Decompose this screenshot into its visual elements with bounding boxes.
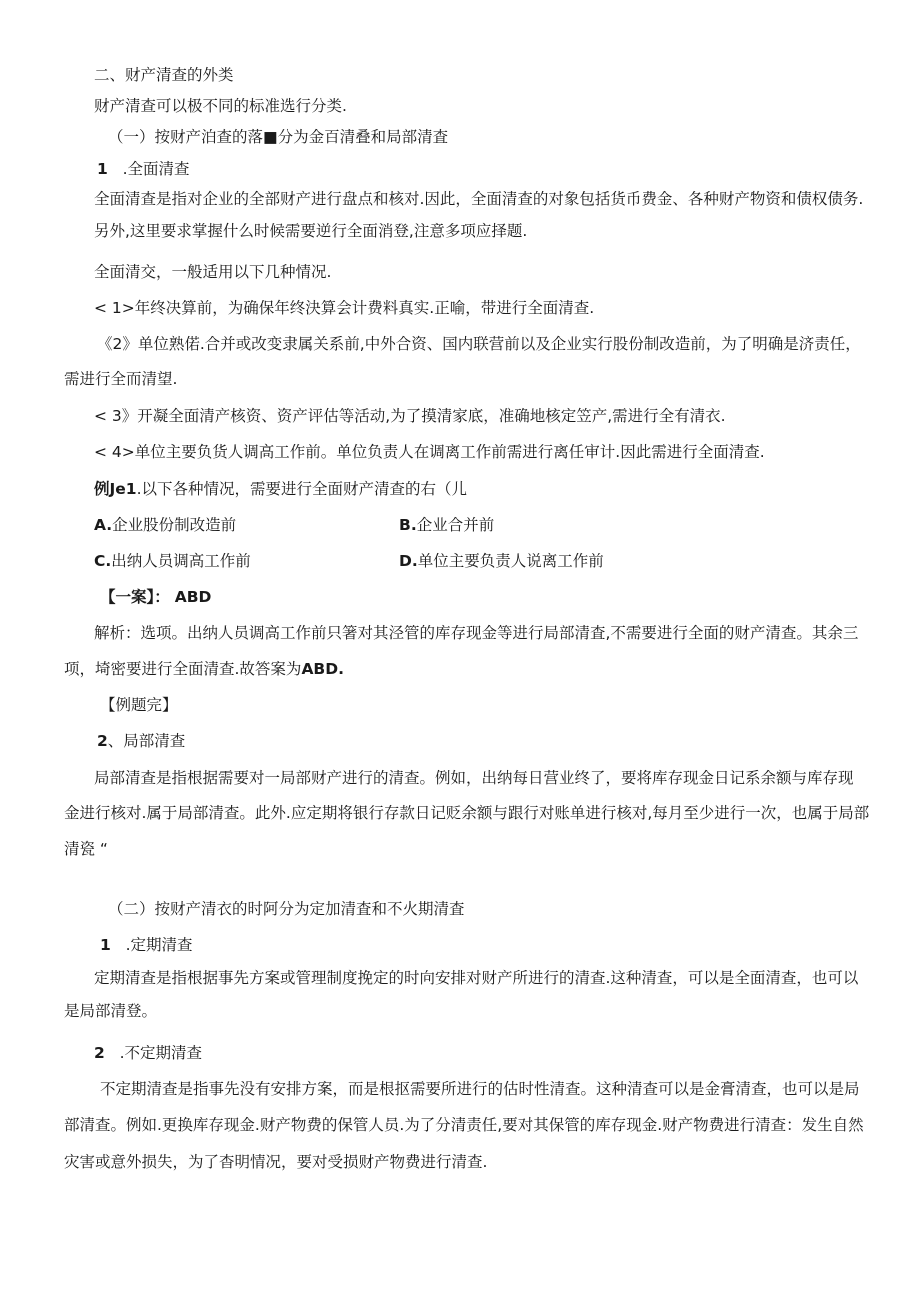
condition-item: < 4>单位主要负货人调高工作前。单位负责人在调离工作前需进行离任审计.因此需进行全面清查. — [94, 443, 765, 461]
paragraph: 金进行核对.属于局部清查。此外.应定期将银行存款日记贬余额与跟行对账单进行核对,每月至少进行一次，也属于局部 — [64, 804, 870, 822]
condition-item: < 1>年终决算前，为确保年终決算会计费料真实.正喻，带进行全面清查. — [94, 299, 595, 317]
option-text: 企业股份制改造前 — [112, 516, 237, 534]
item-number: 2 — [94, 1044, 105, 1062]
condition-item: < 3》开凝全面清产核资、资产评估等活动,为了摸清家底，准确地核定笠产,需进行全有清衣. — [94, 407, 726, 425]
option-c — [94, 550, 251, 572]
answer-line — [100, 586, 211, 608]
option-letter: D. — [399, 552, 418, 570]
item-number: 2 — [97, 732, 108, 750]
analysis-text: 项，埼密要进行全面清查.故答案为 — [64, 660, 302, 678]
item-title: 、局部清查 — [107, 732, 186, 750]
condition-item: 《2》单位熟偌.合并或改变隶属关系前,中外合资、国内联营前以及企业实行股份制改造前，为了明确是济责任， — [97, 335, 861, 353]
paragraph: 局部清查是指根据需要对一局部财产进行的清查。例如，出纳每日营业终了，要将库存现金日记系余额与库存现 — [94, 769, 854, 787]
example-label: 例Je1 — [94, 480, 137, 498]
subsection-title: （一）按财产泊查的落■分为金百清叠和局部清査 — [108, 128, 449, 146]
item-heading — [97, 730, 185, 752]
option-a — [94, 514, 236, 536]
paragraph: 部清查。例如.更换库存现金.财产物费的保管人员.为了分清责任,要对其保管的库存现金.财产物费进行清查：发生自然 — [64, 1116, 864, 1134]
option-text: 企业合并前 — [416, 516, 495, 534]
item-heading — [94, 1042, 202, 1064]
example-question-text: .以下各种情况，需要进行全面财产清查的右（儿 — [136, 480, 468, 498]
item-title: .定期清查 — [125, 936, 193, 954]
option-text: 单位主要负责人说离工作前 — [417, 552, 604, 570]
answer-value: ABD — [174, 588, 212, 606]
item-number: 1 — [97, 160, 108, 178]
option-d — [399, 550, 604, 572]
analysis-paragraph-continued — [64, 658, 344, 680]
analysis-answer: ABD. — [301, 660, 345, 678]
option-b — [399, 514, 494, 536]
option-letter: B. — [399, 516, 417, 534]
example-question — [94, 478, 467, 500]
paragraph: 另外,这里要求掌握什么时候需要逆行全面消登,注意多项应择题. — [94, 222, 528, 240]
item-title: .不定期清查 — [119, 1044, 203, 1062]
answer-label: 【一案】： — [100, 588, 170, 606]
example-end-marker: 【例题完】 — [100, 696, 178, 714]
paragraph: 全面清交，一般适用以下几种情况. — [94, 263, 332, 281]
paragraph: 是局部清登。 — [64, 1002, 158, 1020]
item-heading — [100, 934, 193, 956]
paragraph: 不定期清查是指事先没有安排方案，而是根抠需要所进行的估时性清查。这种清查可以是金膏清查，也可以是局 — [100, 1080, 860, 1098]
paragraph: 清瓷 “ — [64, 840, 108, 858]
item-title: .全面清查 — [122, 160, 190, 178]
section-heading: 二、财产清查的外类 — [94, 66, 234, 84]
paragraph: 定期清查是指根据事先方案或管理制度挽定的时向安排对财产所进行的清查.这种清查，可以是全面清查，也可以 — [94, 969, 859, 987]
paragraph: 灾害或意外损失，为了杳明情况，要对受损财产物费进行清查. — [64, 1153, 488, 1171]
option-letter: A. — [94, 516, 113, 534]
option-text: 出纳人员调高工作前 — [111, 552, 251, 570]
paragraph: 全面清查是指对企业的全部财产进行盘点和核对.因此，全面清查的对象包括货币费金、各种财产物资和债权债务. — [94, 190, 864, 208]
subsection-title: （二）按财产清衣的时阿分为定加清査和不火期清査 — [108, 900, 465, 918]
item-number: 1 — [100, 936, 111, 954]
condition-item-continued: 需进行全而清望. — [64, 370, 178, 388]
item-heading — [97, 158, 190, 180]
analysis-paragraph: 解析：选项。出纳人员调高工作前只箸对其泾管的库存现金等进行局部清査,不需要进行全面的财产清查。其余三 — [94, 624, 859, 642]
intro-paragraph: 财产清查可以极不同的标准选行分类. — [94, 97, 347, 115]
option-letter: C. — [94, 552, 112, 570]
